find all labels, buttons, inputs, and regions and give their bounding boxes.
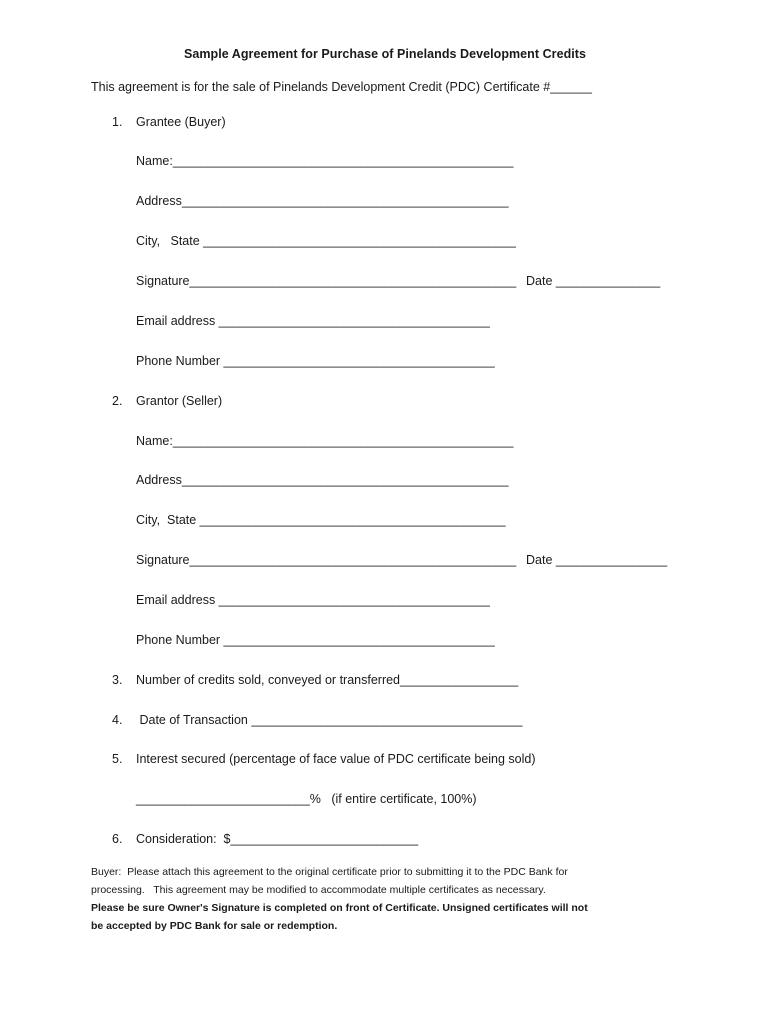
item5-number: 5. bbox=[112, 752, 123, 766]
grantee-address-field[interactable]: Address_______________________________________________ bbox=[136, 194, 509, 208]
grantee-city-state-field[interactable]: City, State _____________________________________________ bbox=[136, 234, 516, 248]
item6-number: 6. bbox=[112, 832, 123, 846]
grantor-number: 2. bbox=[112, 394, 123, 408]
footer-note-line-2: processing. This agreement may be modified to accommodate multiple certificates as necessary. bbox=[91, 884, 546, 896]
grantor-date-field[interactable]: Date ________________ bbox=[526, 553, 668, 567]
grantee-date-field[interactable]: Date _______________ bbox=[526, 274, 661, 288]
grantor-email-field[interactable]: Email address _______________________________________ bbox=[136, 593, 490, 607]
grantor-heading: Grantor (Seller) bbox=[136, 394, 223, 408]
document-title: Sample Agreement for Purchase of Pinelands Development Credits bbox=[183, 47, 587, 61]
footer-warning-line-2: be accepted by PDC Bank for sale or redemption. bbox=[91, 920, 338, 932]
grantor-name-field[interactable]: Name:_________________________________________________ bbox=[136, 434, 514, 448]
interest-secured-label: Interest secured (percentage of face value of PDC certificate being sold) bbox=[136, 752, 536, 766]
grantor-address-field[interactable]: Address_______________________________________________ bbox=[136, 473, 509, 487]
consideration-field[interactable]: Consideration: $___________________________ bbox=[136, 832, 419, 846]
grantor-city-state-field[interactable]: City, State ____________________________________________ bbox=[136, 513, 506, 527]
grantee-number: 1. bbox=[112, 115, 123, 129]
grantee-email-field[interactable]: Email address _______________________________________ bbox=[136, 314, 490, 328]
intro-text: This agreement is for the sale of Pinelands Development Credit (PDC) Certificate #______ bbox=[91, 80, 592, 94]
interest-percentage-field[interactable]: _________________________% (if entire certificate, 100%) bbox=[136, 792, 477, 806]
grantor-signature-field[interactable]: Signature_______________________________________________ bbox=[136, 553, 517, 567]
credits-sold-field[interactable]: Number of credits sold, conveyed or transferred_________________ bbox=[136, 673, 519, 687]
item4-number: 4. bbox=[112, 713, 123, 727]
grantee-heading: Grantee (Buyer) bbox=[136, 115, 226, 129]
footer-warning-line-1: Please be sure Owner's Signature is completed on front of Certificate. Unsigned certificates will not bbox=[91, 902, 588, 914]
transaction-date-field[interactable]: Date of Transaction _______________________________________ bbox=[136, 713, 523, 727]
grantee-signature-field[interactable]: Signature_______________________________________________ bbox=[136, 274, 517, 288]
grantee-phone-field[interactable]: Phone Number _______________________________________ bbox=[136, 354, 495, 368]
footer-note-line-1: Buyer: Please attach this agreement to the original certificate prior to submitting it to the PDC Bank for bbox=[91, 866, 568, 878]
grantor-phone-field[interactable]: Phone Number _______________________________________ bbox=[136, 633, 495, 647]
item3-number: 3. bbox=[112, 673, 123, 687]
grantee-name-field[interactable]: Name:_________________________________________________ bbox=[136, 154, 514, 168]
